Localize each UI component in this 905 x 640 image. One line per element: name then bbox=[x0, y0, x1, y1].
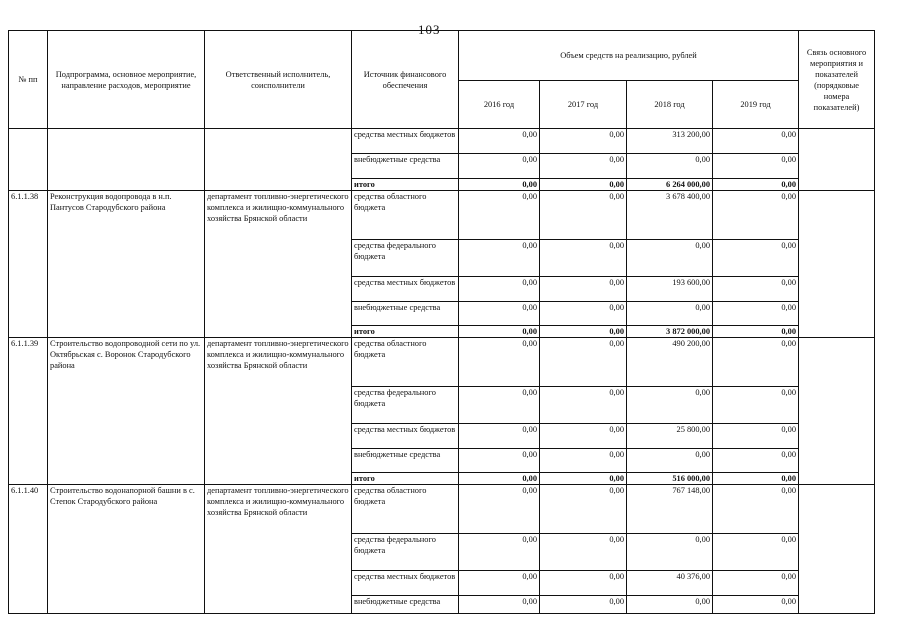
cell-source: итого bbox=[352, 326, 459, 338]
cell-executor bbox=[205, 129, 352, 191]
cell-no: 6.1.1.38 bbox=[9, 191, 48, 338]
cell-subprogram: Реконструкция водопровода в н.п. Пантусов Стародубского района bbox=[48, 191, 205, 338]
cell-value: 0,00 bbox=[540, 129, 627, 154]
cell-value: 0,00 bbox=[459, 240, 540, 277]
cell-value: 0,00 bbox=[713, 387, 799, 424]
cell-value: 0,00 bbox=[627, 534, 713, 571]
cell-source: внебюджетные средства bbox=[352, 154, 459, 179]
cell-value: 0,00 bbox=[713, 154, 799, 179]
cell-executor: департамент топливно-энергетического комплекса и жилищно-коммунального хозяйства Брянской области bbox=[205, 485, 352, 614]
cell-source: средства местных бюджетов bbox=[352, 129, 459, 154]
table-row bbox=[9, 485, 875, 534]
cell-source: итого bbox=[352, 473, 459, 485]
cell-value: 0,00 bbox=[459, 449, 540, 473]
table-row bbox=[9, 191, 875, 240]
cell-source: средства местных бюджетов bbox=[352, 277, 459, 302]
cell-value: 0,00 bbox=[459, 473, 540, 485]
cell-value: 0,00 bbox=[540, 191, 627, 240]
cell-value: 0,00 bbox=[540, 485, 627, 534]
cell-source: внебюджетные средства bbox=[352, 302, 459, 326]
cell-value: 0,00 bbox=[540, 326, 627, 338]
header-source: Источник финансового обеспечения bbox=[352, 31, 459, 129]
cell-link bbox=[799, 338, 875, 485]
cell-value: 0,00 bbox=[540, 473, 627, 485]
page-number: 103 bbox=[418, 22, 441, 37]
cell-value: 3 872 000,00 bbox=[627, 326, 713, 338]
cell-value: 0,00 bbox=[459, 424, 540, 449]
cell-value: 0,00 bbox=[540, 387, 627, 424]
cell-value: 0,00 bbox=[627, 154, 713, 179]
cell-value: 0,00 bbox=[713, 473, 799, 485]
header-year: 2016 год bbox=[459, 81, 540, 129]
cell-source: средства областного бюджета bbox=[352, 191, 459, 240]
header-executor: Ответственный исполнитель, соисполнители bbox=[205, 31, 352, 129]
cell-executor: департамент топливно-энергетического комплекса и жилищно-коммунального хозяйства Брянской области bbox=[205, 191, 352, 338]
cell-value: 0,00 bbox=[459, 571, 540, 596]
budget-table-wrapper bbox=[8, 30, 874, 614]
cell-value: 0,00 bbox=[459, 154, 540, 179]
cell-value: 0,00 bbox=[459, 338, 540, 387]
cell-value: 0,00 bbox=[540, 571, 627, 596]
header-subprogram: Подпрограмма, основное мероприятие, направление расходов, мероприятие bbox=[48, 31, 205, 129]
cell-value: 0,00 bbox=[713, 596, 799, 614]
cell-link bbox=[799, 191, 875, 338]
cell-value: 0,00 bbox=[459, 596, 540, 614]
cell-source: средства областного бюджета bbox=[352, 338, 459, 387]
cell-value: 0,00 bbox=[713, 129, 799, 154]
cell-source: средства федерального бюджета bbox=[352, 387, 459, 424]
header-year: 2018 год bbox=[627, 81, 713, 129]
cell-source: внебюджетные средства bbox=[352, 449, 459, 473]
cell-value: 0,00 bbox=[713, 485, 799, 534]
cell-value: 0,00 bbox=[540, 277, 627, 302]
cell-value: 0,00 bbox=[627, 449, 713, 473]
cell-value: 0,00 bbox=[540, 179, 627, 191]
cell-no: 6.1.1.39 bbox=[9, 338, 48, 485]
cell-value: 0,00 bbox=[540, 596, 627, 614]
cell-value: 0,00 bbox=[713, 338, 799, 387]
cell-value: 0,00 bbox=[627, 240, 713, 277]
cell-value: 0,00 bbox=[713, 240, 799, 277]
header-volume: Объем средств на реализацию, рублей bbox=[459, 31, 799, 81]
cell-source: средства местных бюджетов bbox=[352, 424, 459, 449]
cell-no bbox=[9, 129, 48, 191]
cell-subprogram: Строительство водонапорной башни в с. Степок Стародубского района bbox=[48, 485, 205, 614]
table-row bbox=[9, 129, 875, 154]
cell-source: средства федерального бюджета bbox=[352, 240, 459, 277]
cell-value: 193 600,00 bbox=[627, 277, 713, 302]
cell-subprogram bbox=[48, 129, 205, 191]
cell-value: 0,00 bbox=[459, 129, 540, 154]
cell-value: 490 200,00 bbox=[627, 338, 713, 387]
cell-value: 0,00 bbox=[540, 449, 627, 473]
cell-value: 25 800,00 bbox=[627, 424, 713, 449]
cell-source: внебюджетные средства bbox=[352, 596, 459, 614]
cell-value: 516 000,00 bbox=[627, 473, 713, 485]
cell-source: средства областного бюджета bbox=[352, 485, 459, 534]
cell-value: 0,00 bbox=[713, 179, 799, 191]
header-year: 2019 год bbox=[713, 81, 799, 129]
cell-value: 0,00 bbox=[713, 424, 799, 449]
cell-value: 0,00 bbox=[459, 302, 540, 326]
cell-subprogram: Строительство водопроводной сети по ул. Октябрьская с. Воронок Стародубского района bbox=[48, 338, 205, 485]
cell-value: 0,00 bbox=[627, 302, 713, 326]
cell-value: 0,00 bbox=[540, 154, 627, 179]
cell-value: 3 678 400,00 bbox=[627, 191, 713, 240]
cell-value: 0,00 bbox=[459, 485, 540, 534]
header-link: Связь основного мероприятия и показателей (порядковые номера показателей) bbox=[799, 31, 875, 129]
cell-value: 0,00 bbox=[540, 534, 627, 571]
cell-value: 6 264 000,00 bbox=[627, 179, 713, 191]
cell-value: 0,00 bbox=[713, 191, 799, 240]
cell-value: 0,00 bbox=[459, 179, 540, 191]
cell-value: 0,00 bbox=[713, 534, 799, 571]
cell-source: итого bbox=[352, 179, 459, 191]
cell-value: 0,00 bbox=[540, 240, 627, 277]
cell-value: 0,00 bbox=[459, 326, 540, 338]
cell-link bbox=[799, 129, 875, 191]
cell-value: 767 148,00 bbox=[627, 485, 713, 534]
budget-table bbox=[8, 30, 875, 614]
cell-link bbox=[799, 485, 875, 614]
cell-source: средства федерального бюджета bbox=[352, 534, 459, 571]
cell-value: 0,00 bbox=[627, 596, 713, 614]
cell-value: 0,00 bbox=[459, 191, 540, 240]
cell-value: 0,00 bbox=[713, 302, 799, 326]
cell-value: 0,00 bbox=[713, 326, 799, 338]
cell-value: 0,00 bbox=[459, 387, 540, 424]
table-body bbox=[9, 129, 875, 614]
cell-value: 40 376,00 bbox=[627, 571, 713, 596]
header-no: № пп bbox=[9, 31, 48, 129]
cell-value: 0,00 bbox=[713, 449, 799, 473]
table-row bbox=[9, 338, 875, 387]
header-year: 2017 год bbox=[540, 81, 627, 129]
cell-value: 0,00 bbox=[627, 387, 713, 424]
cell-value: 0,00 bbox=[540, 302, 627, 326]
cell-value: 0,00 bbox=[540, 338, 627, 387]
cell-value: 313 200,00 bbox=[627, 129, 713, 154]
cell-source: средства местных бюджетов bbox=[352, 571, 459, 596]
cell-value: 0,00 bbox=[459, 534, 540, 571]
cell-value: 0,00 bbox=[540, 424, 627, 449]
cell-value: 0,00 bbox=[713, 571, 799, 596]
cell-no: 6.1.1.40 bbox=[9, 485, 48, 614]
cell-value: 0,00 bbox=[713, 277, 799, 302]
cell-value: 0,00 bbox=[459, 277, 540, 302]
cell-executor: департамент топливно-энергетического комплекса и жилищно-коммунального хозяйства Брянской области bbox=[205, 338, 352, 485]
